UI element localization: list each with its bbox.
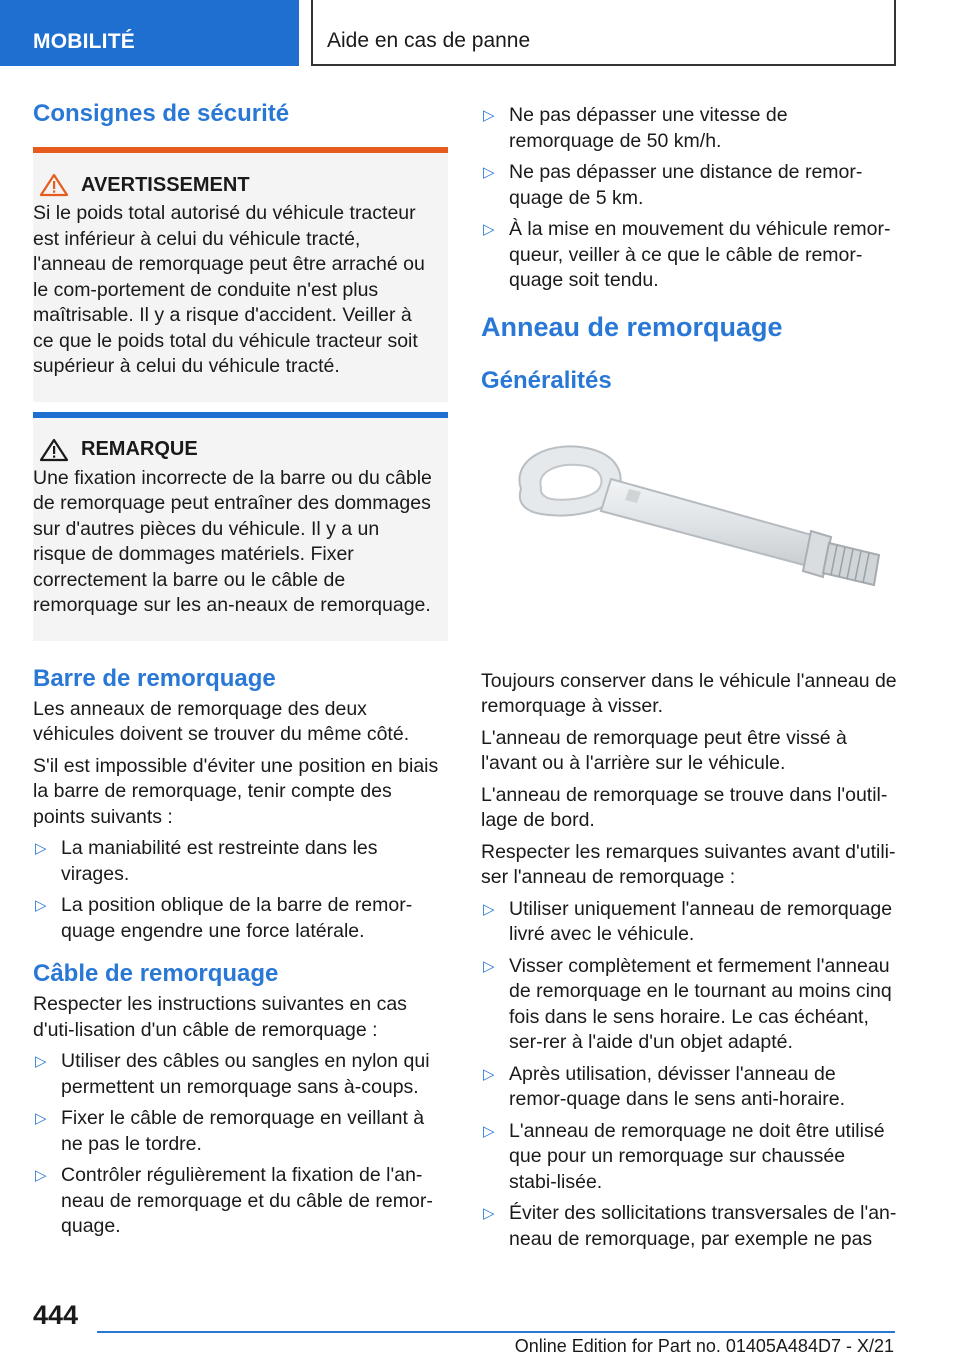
warning-text: Si le poids total autorisé du véhicule tracteur est inférieur à celui du véhicule tracté, l'anneau de remorquage peut être arraché ou le com-portement de conduite n'est plus maîtrisable. Il y a risque d'accident. Veiller à ce que le poids total du véhicule tracteur soit supérieur à celui du véhicule tracté. — [33, 202, 425, 377]
note-box — [33, 412, 448, 641]
note-title-row — [33, 438, 434, 462]
list-item: ▷ Ne pas dépasser une vitesse de remorquage de 50 km/h. — [483, 104, 788, 152]
bullet-icon: ▷ — [483, 1205, 495, 1222]
list-item: ▷ Contrôler régulièrement la fixation de l'an-neau de remorquage et du câble de remor-quage. — [35, 1164, 433, 1237]
list-item: ▷ Éviter des sollicitations transversales de l'an-neau de remorquage, par exemple ne pas — [483, 1202, 897, 1250]
safety-heading: Consignes de sécurité — [33, 100, 290, 127]
edition-text: Online Edition for Part no. 01405A484D7 - X/21 — [514, 1336, 894, 1356]
footer-divider — [97, 1331, 895, 1333]
general-heading: Généralités — [481, 366, 612, 394]
list-item: ▷ Visser complètement et fermement l'anneau de remorquage en le tournant au moins cinq fois dans le sens horaire. Le cas échéant, ser-rer à l'aide d'un objet adapté. — [483, 954, 892, 1053]
warning-box — [33, 147, 448, 402]
bullet-icon: ▷ — [483, 221, 495, 238]
note-title: REMARQUE — [81, 438, 198, 460]
warning-title: AVERTISSEMENT — [81, 173, 250, 196]
list-item: ▷ Utiliser des câbles ou sangles en nylon qui permettent un remorquage sans à-coups. — [35, 1050, 430, 1098]
ring-heading: Anneau de remorquage — [481, 311, 783, 342]
chapter-title: Aide en cas de panne — [327, 29, 531, 52]
towing-eye-illustration — [481, 419, 898, 649]
bar-paragraph-2: S'il est impossible d'éviter une position en biais la barre de remorquage, tenir compte des points suivants : — [33, 754, 439, 828]
notice-triangle-icon — [39, 438, 69, 462]
list-item: ▷ Après utilisation, dévisser l'anneau de remor-quage dans le sens anti-horaire. — [483, 1062, 846, 1110]
bullet-icon: ▷ — [483, 957, 495, 975]
left-column — [33, 100, 448, 1246]
warning-triangle-icon — [39, 173, 69, 197]
list-item: ▷ À la mise en mouvement du véhicule remor-queur, veiller à ce que le câble de remor-quage soit tendu. — [483, 218, 891, 291]
cable-heading: Câble de remorquage — [33, 960, 279, 987]
bullet-icon: ▷ — [483, 1122, 495, 1140]
bar-heading: Barre de remorquage — [33, 664, 276, 692]
bullet-icon: ▷ — [35, 1110, 47, 1127]
list-item: ▷ La position oblique de la barre de remor-quage engendre une force latérale. — [35, 894, 413, 942]
list-item: ▷ Utiliser uniquement l'anneau de remorquage livré avec le véhicule. — [483, 897, 893, 945]
bullet-icon: ▷ — [483, 900, 495, 918]
bullet-icon: ▷ — [35, 1053, 47, 1070]
ring-paragraph-4: Respecter les remarques suivantes avant d'utili-ser l'anneau de remorquage : — [481, 840, 896, 888]
list-item: ▷ La maniabilité est restreinte dans les virages. — [35, 837, 378, 885]
ring-list — [481, 897, 898, 1253]
warning-title-row — [33, 173, 434, 197]
section-title: MOBILITÉ — [33, 30, 135, 53]
bar-list — [33, 836, 448, 944]
bullet-icon: ▷ — [483, 107, 495, 124]
continued-list — [481, 103, 898, 294]
section-tab — [0, 0, 299, 66]
right-column — [481, 100, 898, 1258]
bullet-icon: ▷ — [35, 1167, 47, 1184]
list-item: ▷ L'anneau de remorquage ne doit être utilisé que pour un remorquage sur chaussée stabi-lisée. — [483, 1119, 885, 1193]
towing-eye-image — [481, 419, 898, 649]
bullet-icon: ▷ — [35, 897, 47, 914]
chapter-header — [311, 0, 896, 66]
note-text: Une fixation incorrecte de la barre ou du câble de remorquage peut entraîner des dommages sur d'autres pièces du véhicule. Il y a un risque de dommages matériels. Fixer correctement la barre ou le câble de remorquage sur les an-neaux de remorquage. — [33, 466, 432, 616]
bar-paragraph-1: Les anneaux de remorquage des deux véhicules doivent se trouver du même côté. — [33, 697, 410, 745]
ring-paragraph-1: Toujours conserver dans le véhicule l'anneau de remorquage à visser. — [481, 669, 897, 717]
bullet-icon: ▷ — [483, 164, 495, 181]
cable-paragraph: Respecter les instructions suivantes en cas d'uti-lisation d'un câble de remorquage : — [33, 993, 407, 1041]
cable-list — [33, 1049, 448, 1240]
ring-paragraph-2: L'anneau de remorquage peut être vissé à l'avant ou à l'arrière sur le véhicule. — [481, 726, 847, 774]
list-item: ▷ Ne pas dépasser une distance de remor-quage de 5 km. — [483, 161, 863, 209]
list-item: ▷ Fixer le câble de remorquage en veillant à ne pas le tordre. — [35, 1107, 425, 1155]
page-number: 444 — [33, 1300, 79, 1330]
ring-paragraph-3: L'anneau de remorquage se trouve dans l'outil-lage de bord. — [481, 783, 888, 831]
bullet-icon: ▷ — [35, 840, 47, 857]
bullet-icon: ▷ — [483, 1065, 495, 1083]
